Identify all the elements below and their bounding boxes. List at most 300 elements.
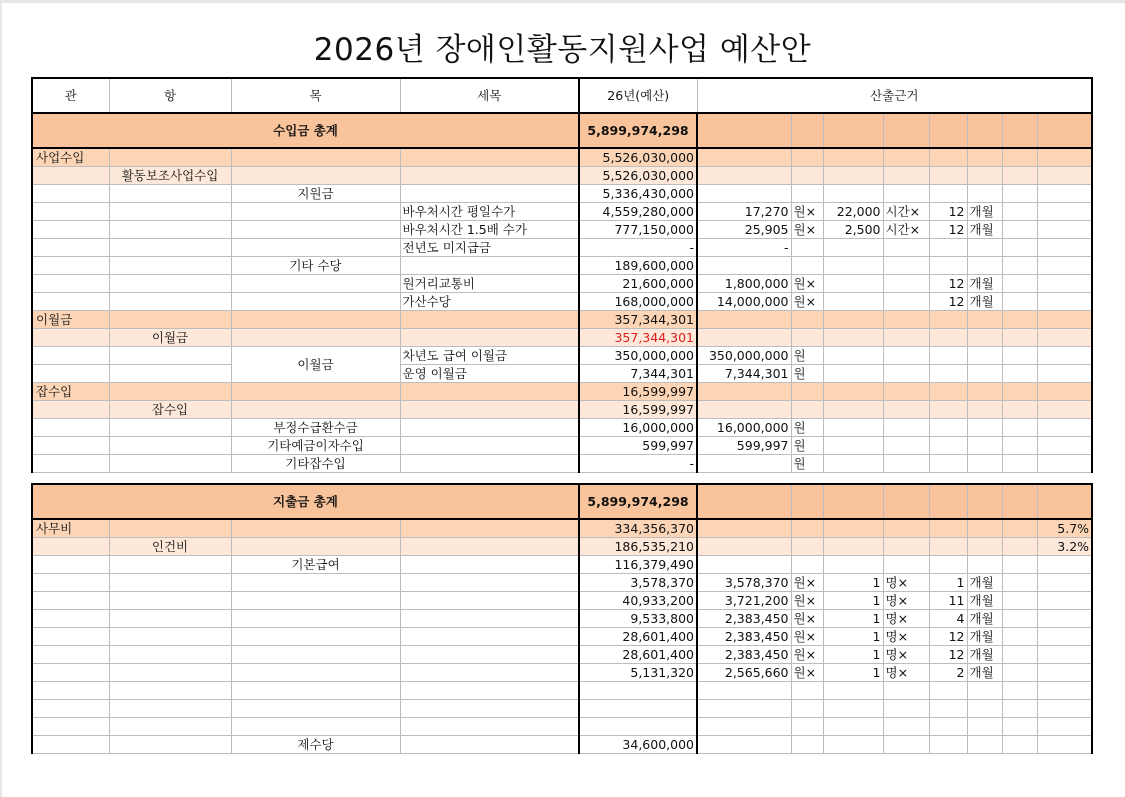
cell-gwan <box>32 275 109 293</box>
cell-unit-2: 시간× <box>883 203 929 221</box>
cell-unit-1: 원× <box>791 646 823 664</box>
cell-unit-price <box>697 148 791 167</box>
cell-unit-price <box>697 167 791 185</box>
income-total-row <box>32 113 1092 148</box>
cell-amount: 168,000,000 <box>579 293 697 311</box>
cell-unit-2 <box>883 538 929 556</box>
cell-unit-2: 명× <box>883 646 929 664</box>
cell-blank <box>1002 574 1037 592</box>
cell-blank <box>1002 185 1037 203</box>
cell-hang <box>109 437 231 455</box>
cell-mok: 제수당 <box>231 736 400 754</box>
cell-percent <box>1037 718 1092 736</box>
budget-row <box>32 682 1092 700</box>
cell-unit-3: 개월 <box>967 574 1002 592</box>
cell-semok <box>400 682 579 700</box>
cell-unit-2 <box>883 419 929 437</box>
cell-amount: 7,344,301 <box>579 365 697 383</box>
cell-months: 12 <box>929 203 967 221</box>
cell-unit-3 <box>967 519 1002 538</box>
cell-hang <box>109 646 231 664</box>
header-semok: 세목 <box>400 78 579 113</box>
cell-blank <box>1002 419 1037 437</box>
cell-unit-price: 350,000,000 <box>697 347 791 365</box>
cell-mok: 기타 수당 <box>231 257 400 275</box>
cell-percent <box>1037 329 1092 347</box>
cell-semok <box>400 437 579 455</box>
cell-unit-1 <box>791 519 823 538</box>
cell-unit-3 <box>967 239 1002 257</box>
cell-semok <box>400 401 579 419</box>
cell-unit-1 <box>791 167 823 185</box>
cell-mok <box>231 718 400 736</box>
budget-table <box>31 77 1093 754</box>
cell-hang <box>109 148 231 167</box>
cell-percent <box>1037 736 1092 754</box>
cell-unit-2 <box>883 185 929 203</box>
cell-hang <box>109 185 231 203</box>
budget-row <box>32 556 1092 574</box>
cell-mok <box>231 628 400 646</box>
cell-months <box>929 519 967 538</box>
cell-unit-3 <box>967 167 1002 185</box>
cell-quantity <box>823 329 883 347</box>
budget-row <box>32 455 1092 473</box>
cell-unit-2 <box>883 167 929 185</box>
cell-months <box>929 167 967 185</box>
cell-unit-price: 1,800,000 <box>697 275 791 293</box>
cell-quantity <box>823 401 883 419</box>
cell-semok: 가산수당 <box>400 293 579 311</box>
cell-amount: 40,933,200 <box>579 592 697 610</box>
cell-blank <box>1002 203 1037 221</box>
cell-months <box>929 538 967 556</box>
cell-mok: 기본급여 <box>231 556 400 574</box>
cell-unit-2 <box>883 556 929 574</box>
cell-quantity <box>823 556 883 574</box>
cell-unit-3 <box>967 682 1002 700</box>
cell-unit-2 <box>883 437 929 455</box>
cell-unit-1: 원 <box>791 347 823 365</box>
cell-semok <box>400 592 579 610</box>
total-amount: 5,899,974,298 <box>579 484 697 519</box>
cell-blank <box>1002 257 1037 275</box>
cell-hang <box>109 664 231 682</box>
cell-mok <box>231 401 400 419</box>
cell-semok <box>400 329 579 347</box>
cell-unit-1 <box>791 239 823 257</box>
cell-mok: 기타잡수입 <box>231 455 400 473</box>
cell-unit-1: 원× <box>791 574 823 592</box>
cell-unit-3 <box>967 736 1002 754</box>
cell-unit-price <box>697 700 791 718</box>
cell-unit-3 <box>967 437 1002 455</box>
cell-gwan <box>32 455 109 473</box>
cell-quantity <box>823 383 883 401</box>
cell-unit-3 <box>967 419 1002 437</box>
cell-amount: 21,600,000 <box>579 275 697 293</box>
cell-unit-2 <box>883 239 929 257</box>
cell-unit-3: 개월 <box>967 203 1002 221</box>
cell-months <box>929 347 967 365</box>
budget-row <box>32 401 1092 419</box>
cell-quantity <box>823 185 883 203</box>
cell-mok <box>231 329 400 347</box>
cell-unit-price: - <box>697 239 791 257</box>
cell-gwan <box>32 736 109 754</box>
cell-unit-1: 원× <box>791 610 823 628</box>
cell-semok: 전년도 미지급금 <box>400 239 579 257</box>
cell-unit-1 <box>791 257 823 275</box>
cell-months: 11 <box>929 592 967 610</box>
cell-months <box>929 329 967 347</box>
cell-semok: 운영 이월금 <box>400 365 579 383</box>
cell-unit-3: 개월 <box>967 664 1002 682</box>
cell-blank <box>1002 221 1037 239</box>
cell-amount: 3,578,370 <box>579 574 697 592</box>
cell-unit-3 <box>967 347 1002 365</box>
cell-quantity: 1 <box>823 646 883 664</box>
cell-semok: 바우처시간 평일수가 <box>400 203 579 221</box>
cell-percent <box>1037 419 1092 437</box>
cell-months: 2 <box>929 664 967 682</box>
cell-quantity <box>823 239 883 257</box>
cell-gwan: 이월금 <box>32 311 109 329</box>
cell-hang <box>109 257 231 275</box>
cell-unit-1: 원 <box>791 365 823 383</box>
cell-blank <box>1002 628 1037 646</box>
cell-percent: 3.2% <box>1037 538 1092 556</box>
cell-gwan <box>32 682 109 700</box>
cell-semok <box>400 538 579 556</box>
cell-mok <box>231 538 400 556</box>
cell-percent <box>1037 347 1092 365</box>
cell-percent: 5.7% <box>1037 519 1092 538</box>
cell-hang: 인건비 <box>109 538 231 556</box>
cell-mok <box>231 311 400 329</box>
cell-mok <box>231 167 400 185</box>
cell-unit-price <box>697 185 791 203</box>
cell-percent <box>1037 185 1092 203</box>
spacer-row <box>32 473 1092 485</box>
cell-percent <box>1037 167 1092 185</box>
cell-unit-2 <box>883 347 929 365</box>
cell-semok <box>400 257 579 275</box>
cell-unit-price: 17,270 <box>697 203 791 221</box>
cell-semok: 원거리교통비 <box>400 275 579 293</box>
cell-mok: 이월금 <box>231 347 400 383</box>
cell-unit-3: 개월 <box>967 628 1002 646</box>
budget-row <box>32 383 1092 401</box>
cell-months <box>929 682 967 700</box>
cell-blank <box>1002 275 1037 293</box>
budget-row <box>32 347 1092 365</box>
cell-quantity <box>823 293 883 311</box>
budget-row <box>32 275 1092 293</box>
cell-gwan <box>32 664 109 682</box>
cell-blank <box>1002 682 1037 700</box>
cell-quantity <box>823 419 883 437</box>
cell-unit-price <box>697 538 791 556</box>
cell-months <box>929 556 967 574</box>
cell-quantity: 2,500 <box>823 221 883 239</box>
cell-hang <box>109 519 231 538</box>
cell-semok <box>400 736 579 754</box>
cell-percent <box>1037 592 1092 610</box>
cell-months <box>929 718 967 736</box>
cell-hang: 잡수입 <box>109 401 231 419</box>
cell-quantity: 1 <box>823 574 883 592</box>
cell-gwan: 사업수입 <box>32 148 109 167</box>
cell-percent <box>1037 664 1092 682</box>
cell-amount: - <box>579 239 697 257</box>
cell-percent <box>1037 628 1092 646</box>
spacer-cell <box>32 473 1092 485</box>
cell-semok <box>400 419 579 437</box>
cell-months <box>929 185 967 203</box>
cell-percent <box>1037 311 1092 329</box>
cell-quantity <box>823 167 883 185</box>
cell-hang <box>109 700 231 718</box>
cell-percent <box>1037 239 1092 257</box>
cell-gwan <box>32 419 109 437</box>
total-amount: 5,899,974,298 <box>579 113 697 148</box>
cell-unit-price <box>697 736 791 754</box>
cell-percent <box>1037 293 1092 311</box>
total-basis-cell <box>697 484 791 519</box>
cell-unit-price: 3,721,200 <box>697 592 791 610</box>
cell-percent <box>1037 556 1092 574</box>
cell-percent <box>1037 365 1092 383</box>
cell-percent <box>1037 455 1092 473</box>
cell-hang <box>109 736 231 754</box>
cell-unit-price <box>697 257 791 275</box>
cell-unit-1: 원× <box>791 664 823 682</box>
cell-mok <box>231 383 400 401</box>
cell-percent <box>1037 700 1092 718</box>
cell-mok <box>231 700 400 718</box>
cell-unit-price <box>697 519 791 538</box>
cell-unit-2 <box>883 275 929 293</box>
cell-mok <box>231 646 400 664</box>
cell-unit-3 <box>967 365 1002 383</box>
cell-semok <box>400 610 579 628</box>
cell-unit-1 <box>791 736 823 754</box>
header-amount: 26년(예산) <box>579 78 697 113</box>
cell-unit-2 <box>883 718 929 736</box>
cell-gwan <box>32 329 109 347</box>
cell-quantity: 1 <box>823 592 883 610</box>
cell-gwan <box>32 257 109 275</box>
budget-row <box>32 592 1092 610</box>
document-title: 2026년 장애인활동지원사업 예산안 <box>313 32 812 68</box>
cell-months <box>929 401 967 419</box>
cell-amount: 777,150,000 <box>579 221 697 239</box>
header-mok: 목 <box>231 78 400 113</box>
cell-gwan <box>32 592 109 610</box>
cell-unit-1 <box>791 718 823 736</box>
cell-unit-2 <box>883 293 929 311</box>
cell-unit-price: 2,383,450 <box>697 646 791 664</box>
cell-unit-1: 원× <box>791 203 823 221</box>
header-row <box>32 78 1092 113</box>
cell-percent <box>1037 203 1092 221</box>
cell-unit-1 <box>791 538 823 556</box>
cell-unit-1: 원× <box>791 275 823 293</box>
budget-row <box>32 718 1092 736</box>
budget-row <box>32 257 1092 275</box>
cell-mok <box>231 592 400 610</box>
cell-unit-price: 2,383,450 <box>697 610 791 628</box>
cell-months <box>929 148 967 167</box>
cell-unit-2: 명× <box>883 592 929 610</box>
cell-unit-price <box>697 311 791 329</box>
cell-blank <box>1002 538 1037 556</box>
expense-total-row <box>32 484 1092 519</box>
cell-unit-1 <box>791 700 823 718</box>
cell-blank <box>1002 455 1037 473</box>
cell-semok <box>400 185 579 203</box>
cell-mok <box>231 682 400 700</box>
cell-amount: 28,601,400 <box>579 646 697 664</box>
cell-amount: 16,599,997 <box>579 383 697 401</box>
cell-unit-2 <box>883 401 929 419</box>
cell-unit-1 <box>791 311 823 329</box>
cell-unit-2: 명× <box>883 574 929 592</box>
cell-percent <box>1037 682 1092 700</box>
cell-mok <box>231 239 400 257</box>
total-basis-cell <box>883 113 929 148</box>
cell-unit-3: 개월 <box>967 293 1002 311</box>
cell-quantity <box>823 365 883 383</box>
cell-mok <box>231 664 400 682</box>
cell-blank <box>1002 383 1037 401</box>
cell-unit-1 <box>791 329 823 347</box>
cell-unit-1 <box>791 401 823 419</box>
cell-mok <box>231 610 400 628</box>
cell-unit-price <box>697 401 791 419</box>
cell-unit-price: 3,578,370 <box>697 574 791 592</box>
cell-quantity <box>823 718 883 736</box>
cell-gwan <box>32 556 109 574</box>
budget-row <box>32 203 1092 221</box>
cell-blank <box>1002 736 1037 754</box>
cell-percent <box>1037 257 1092 275</box>
cell-gwan <box>32 628 109 646</box>
cell-unit-2: 명× <box>883 628 929 646</box>
cell-months: 12 <box>929 628 967 646</box>
cell-unit-2 <box>883 365 929 383</box>
budget-row <box>32 293 1092 311</box>
budget-row <box>32 437 1092 455</box>
cell-unit-3 <box>967 700 1002 718</box>
cell-amount: 16,599,997 <box>579 401 697 419</box>
cell-amount: 34,600,000 <box>579 736 697 754</box>
cell-amount: 116,379,490 <box>579 556 697 574</box>
cell-unit-2: 명× <box>883 610 929 628</box>
cell-unit-3 <box>967 556 1002 574</box>
cell-percent <box>1037 610 1092 628</box>
cell-unit-3 <box>967 329 1002 347</box>
cell-unit-3: 개월 <box>967 221 1002 239</box>
cell-months <box>929 383 967 401</box>
cell-gwan <box>32 347 109 365</box>
cell-quantity <box>823 700 883 718</box>
cell-blank <box>1002 664 1037 682</box>
cell-months <box>929 311 967 329</box>
cell-unit-2 <box>883 148 929 167</box>
budget-row <box>32 329 1092 347</box>
cell-semok <box>400 148 579 167</box>
cell-unit-3 <box>967 257 1002 275</box>
cell-amount: 5,526,030,000 <box>579 167 697 185</box>
cell-amount: - <box>579 455 697 473</box>
header-gwan: 관 <box>32 78 109 113</box>
cell-unit-price: 2,565,660 <box>697 664 791 682</box>
cell-blank <box>1002 239 1037 257</box>
cell-unit-1: 원× <box>791 293 823 311</box>
cell-quantity <box>823 257 883 275</box>
cell-hang <box>109 311 231 329</box>
total-basis-cell <box>1037 113 1092 148</box>
header-basis: 산출근거 <box>697 78 1092 113</box>
cell-hang <box>109 556 231 574</box>
cell-quantity <box>823 275 883 293</box>
total-basis-cell <box>823 113 883 148</box>
cell-amount: 5,526,030,000 <box>579 148 697 167</box>
cell-gwan: 잡수입 <box>32 383 109 401</box>
cell-quantity <box>823 455 883 473</box>
total-basis-cell <box>1002 113 1037 148</box>
cell-unit-3 <box>967 311 1002 329</box>
cell-quantity <box>823 736 883 754</box>
cell-amount: 9,533,800 <box>579 610 697 628</box>
cell-unit-1 <box>791 682 823 700</box>
cell-blank <box>1002 347 1037 365</box>
cell-quantity <box>823 311 883 329</box>
total-label: 수입금 총계 <box>32 113 579 148</box>
cell-months <box>929 257 967 275</box>
cell-months <box>929 419 967 437</box>
cell-hang <box>109 682 231 700</box>
cell-months <box>929 700 967 718</box>
cell-gwan <box>32 437 109 455</box>
cell-unit-2 <box>883 257 929 275</box>
cell-quantity: 22,000 <box>823 203 883 221</box>
budget-row <box>32 664 1092 682</box>
cell-gwan <box>32 401 109 419</box>
cell-unit-price <box>697 455 791 473</box>
cell-amount: 350,000,000 <box>579 347 697 365</box>
cell-semok <box>400 700 579 718</box>
cell-blank <box>1002 556 1037 574</box>
cell-quantity <box>823 148 883 167</box>
cell-months: 12 <box>929 275 967 293</box>
cell-unit-price: 599,997 <box>697 437 791 455</box>
cell-hang <box>109 592 231 610</box>
cell-unit-1: 원 <box>791 437 823 455</box>
cell-blank <box>1002 592 1037 610</box>
cell-unit-price <box>697 682 791 700</box>
cell-semok <box>400 556 579 574</box>
cell-unit-price <box>697 329 791 347</box>
cell-months <box>929 437 967 455</box>
budget-row <box>32 167 1092 185</box>
budget-row <box>32 574 1092 592</box>
cell-gwan <box>32 538 109 556</box>
cell-unit-2: 시간× <box>883 221 929 239</box>
total-basis-cell <box>929 484 967 519</box>
